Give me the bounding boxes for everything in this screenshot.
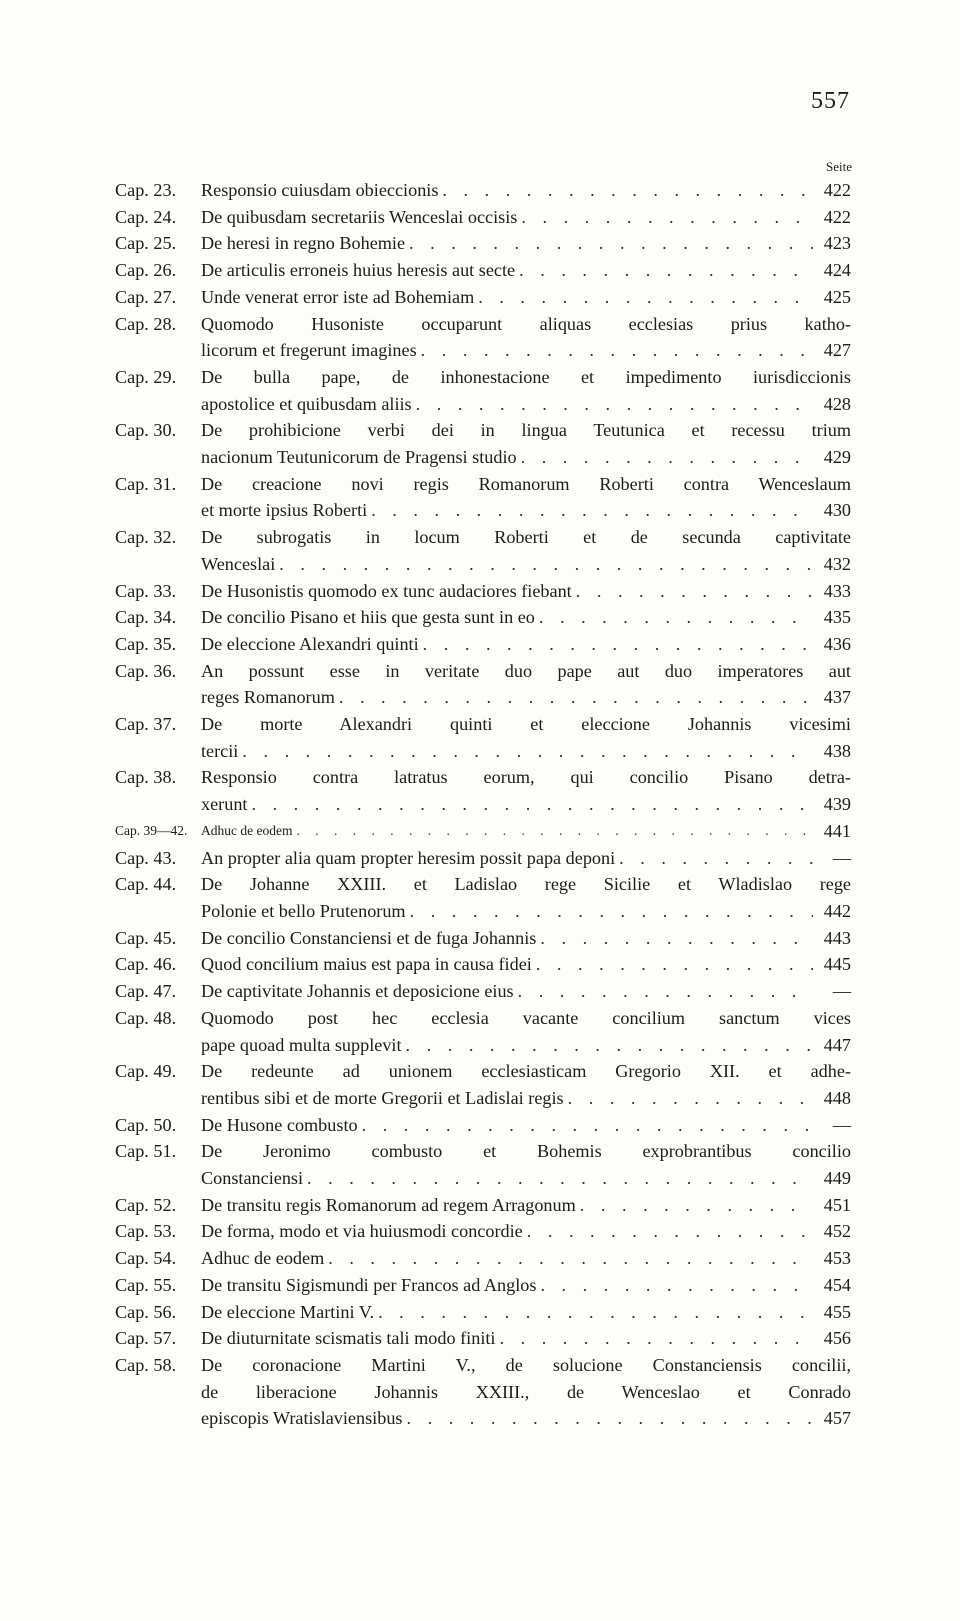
toc-entry [115, 1272, 851, 1299]
page-ref: 422 [823, 180, 851, 200]
chapter-number: Cap. 30. [115, 420, 177, 441]
page-ref: — [832, 1114, 851, 1135]
toc-entry [115, 845, 851, 872]
dot-leader [576, 578, 813, 605]
title-line-last [201, 1245, 851, 1272]
title-line-last [201, 1112, 851, 1139]
title-line-last [201, 978, 851, 1005]
toc-entry [115, 1218, 851, 1245]
page-ref: 455 [823, 1301, 851, 1322]
title-line-last [201, 578, 851, 605]
page-ref: 447 [823, 1034, 851, 1055]
title-text: Wenceslai [201, 553, 276, 574]
title-text: episcopis Wratislaviensibus [201, 1408, 403, 1429]
toc-entry [115, 1138, 851, 1191]
title-line-last [201, 791, 851, 818]
title-line: Quomodo Husoniste occuparunt aliquas ecclesias prius katho- [201, 313, 851, 334]
toc-entry [115, 1192, 851, 1219]
chapter-number: Cap. 55. [115, 1274, 177, 1295]
chapter-title [201, 1138, 851, 1191]
toc-entry [115, 284, 851, 311]
title-line-last [201, 204, 851, 231]
toc-entry [115, 1325, 851, 1352]
toc-entry [115, 204, 851, 231]
table-of-contents [115, 177, 851, 1432]
chapter-title [201, 204, 851, 231]
dot-leader [378, 1299, 813, 1326]
dot-leader [500, 1325, 814, 1352]
title-text: xerunt [201, 794, 248, 815]
chapter-number: Cap. 28. [115, 313, 177, 334]
page-number: 557 [811, 88, 850, 114]
title-line: An possunt esse in veritate duo pape aut duo imperatores aut [201, 660, 851, 681]
title-text: tercii [201, 740, 239, 761]
toc-entry [115, 1058, 851, 1111]
dot-leader [407, 1405, 814, 1432]
title-line-last [201, 1405, 851, 1432]
chapter-title [201, 524, 851, 577]
chapter-title [201, 311, 851, 364]
toc-entry [115, 1112, 851, 1139]
chapter-number: Cap. 37. [115, 714, 177, 735]
dot-leader [423, 631, 813, 658]
dot-leader [406, 1032, 813, 1059]
title-line: De Johanne XXIII. et Ladislao rege Sicilie et Wladislao rege [201, 874, 851, 895]
title-text: licorum et fregerunt imagines [201, 340, 417, 361]
dot-leader [279, 551, 813, 578]
title-text: nacionum Teutunicorum de Pragensi studio [201, 447, 517, 468]
chapter-title [201, 1005, 851, 1058]
chapter-number: Cap. 25. [115, 233, 177, 254]
toc-entry [115, 764, 851, 817]
dot-leader [518, 978, 813, 1005]
title-line-last [201, 818, 851, 845]
chapter-title [201, 1058, 851, 1111]
title-text: De Husonistis quomodo ex tunc audaciores fiebant [201, 580, 572, 601]
chapter-number: Cap. 23. [115, 180, 177, 200]
title-line-last [201, 1165, 851, 1192]
dot-leader [416, 391, 813, 418]
toc-entry [115, 818, 851, 845]
title-text: De captivitate Johannis et deposicione eius [201, 981, 514, 1002]
page-ref: — [832, 847, 851, 868]
title-line: De coronacione Martini V., de solucione Constanciensis concilii, [201, 1354, 851, 1375]
toc-entry [115, 978, 851, 1005]
chapter-number: Cap. 24. [115, 206, 177, 227]
chapter-title [201, 658, 851, 711]
title-text: De heresi in regno Bohemie [201, 233, 406, 254]
chapter-number: Cap. 46. [115, 954, 177, 975]
chapter-title [201, 578, 851, 605]
title-line-last [201, 1272, 851, 1299]
title-text: De transitu regis Romanorum ad regem Arragonum [201, 1194, 576, 1215]
dot-leader [328, 1245, 813, 1272]
title-text: reges Romanorum [201, 687, 335, 708]
chapter-number: Cap. 45. [115, 927, 177, 948]
title-text: De eleccione Alexandri quinti [201, 633, 419, 654]
title-line-last [201, 1218, 851, 1245]
chapter-title [201, 417, 851, 470]
chapter-number: Cap. 34. [115, 607, 177, 628]
title-line-last [201, 391, 851, 418]
page-ref: 425 [823, 286, 851, 307]
dot-leader [339, 684, 813, 711]
title-line: De Jeronimo combusto et Bohemis exprobrantibus concilio [201, 1141, 851, 1162]
page-ref: 457 [823, 1408, 851, 1429]
page-ref: 429 [823, 447, 851, 468]
title-text: Quod concilium maius est papa in causa fidei [201, 954, 532, 975]
page-ref: 454 [823, 1274, 851, 1295]
chapter-number: Cap. 29. [115, 366, 177, 387]
chapter-title [201, 631, 851, 658]
dot-leader [296, 818, 813, 845]
chapter-number: Cap. 36. [115, 660, 177, 681]
page-ref: 449 [823, 1168, 851, 1189]
chapter-number: Cap. 38. [115, 767, 177, 788]
title-line-last [201, 1299, 851, 1326]
title-text: De quibusdam secretariis Wenceslai occisis [201, 206, 518, 227]
title-line-last [201, 604, 851, 631]
chapter-number: Cap. 33. [115, 580, 177, 601]
toc-entry [115, 311, 851, 364]
chapter-title [201, 364, 851, 417]
title-line: Responsio contra latratus eorum, qui concilio Pisano detra- [201, 767, 851, 788]
dot-leader [540, 925, 813, 952]
page-ref: 453 [823, 1248, 851, 1269]
title-line: De bulla pape, de inhonestacione et impedimento iurisdiccionis [201, 366, 851, 387]
dot-leader [371, 497, 813, 524]
dot-leader [442, 177, 813, 204]
title-line-last [201, 444, 851, 471]
chapter-number: Cap. 52. [115, 1194, 177, 1215]
chapter-title [201, 978, 851, 1005]
title-line-last [201, 257, 851, 284]
dot-leader [527, 1218, 813, 1245]
title-text: De transitu Sigismundi per Francos ad Anglos [201, 1274, 537, 1295]
chapter-title [201, 871, 851, 924]
page-ref: 423 [823, 233, 851, 254]
title-line: de liberacione Johannis XXIII., de Wenceslao et Conrado [201, 1381, 851, 1402]
page-ref: 428 [823, 393, 851, 414]
dot-leader [521, 204, 813, 231]
toc-entry [115, 524, 851, 577]
toc-entry [115, 711, 851, 764]
title-text: rentibus sibi et de morte Gregorii et Ladislai regis [201, 1087, 564, 1108]
chapter-title [201, 1112, 851, 1139]
title-line: De creacione novi regis Romanorum Roberti contra Wenceslaum [201, 473, 851, 494]
chapter-title [201, 1245, 851, 1272]
title-text: pape quoad multa supplevit [201, 1034, 402, 1055]
dot-leader [536, 951, 813, 978]
toc-entry [115, 925, 851, 952]
toc-entry [115, 230, 851, 257]
title-text: De Husone combusto [201, 1114, 358, 1135]
title-line-last [201, 951, 851, 978]
page-ref: 438 [823, 740, 851, 761]
page-ref: 422 [823, 206, 851, 227]
dot-leader [251, 791, 813, 818]
dot-leader [362, 1112, 813, 1139]
toc-entry [115, 658, 851, 711]
chapter-title [201, 818, 851, 845]
chapter-number: Cap. 44. [115, 874, 177, 895]
dot-leader [242, 738, 813, 765]
page-ref: — [832, 981, 851, 1002]
title-text: et morte ipsius Roberti [201, 500, 368, 521]
dot-leader [409, 230, 813, 257]
chapter-number: Cap. 54. [115, 1248, 177, 1269]
title-line-last [201, 1085, 851, 1112]
chapter-title [201, 284, 851, 311]
toc-entry [115, 471, 851, 524]
title-line-last [201, 925, 851, 952]
title-line-last [201, 738, 851, 765]
title-line-last [201, 1032, 851, 1059]
title-line-last [201, 177, 851, 204]
chapter-number: Cap. 26. [115, 260, 177, 281]
dot-leader [619, 845, 813, 872]
title-text: De eleccione Martini V. [201, 1301, 375, 1322]
title-line-last [201, 284, 851, 311]
page-ref: 439 [823, 794, 851, 815]
page-ref: 443 [823, 927, 851, 948]
chapter-number: Cap. 48. [115, 1007, 177, 1028]
page-ref: 435 [823, 607, 851, 628]
chapter-number: Cap. 53. [115, 1221, 177, 1242]
chapter-title [201, 1325, 851, 1352]
title-text: De concilio Pisano et hiis que gesta sunt in eo [201, 607, 535, 628]
title-line-last [201, 551, 851, 578]
title-line-last [201, 497, 851, 524]
toc-entry [115, 417, 851, 470]
title-text: Adhuc de eodem [201, 1248, 325, 1269]
title-text: Constanciensi [201, 1168, 304, 1189]
title-text: Responsio cuiusdam obieccionis [201, 180, 439, 200]
dot-leader [539, 604, 813, 631]
toc-entry [115, 364, 851, 417]
toc-entry [115, 871, 851, 924]
chapter-title [201, 711, 851, 764]
page-ref: 433 [823, 580, 851, 601]
chapter-title [201, 764, 851, 817]
toc-entry [115, 1005, 851, 1058]
toc-entry [115, 257, 851, 284]
dot-leader [307, 1165, 813, 1192]
toc-entry [115, 604, 851, 631]
dot-leader [410, 898, 813, 925]
page-ref: 441 [823, 820, 851, 841]
chapter-number: Cap. 39—42. [115, 822, 188, 838]
dot-leader [540, 1272, 813, 1299]
chapter-title [201, 951, 851, 978]
title-text: De diuturnitate scismatis tali modo finiti [201, 1328, 496, 1349]
title-line: De morte Alexandri quinti et eleccione Johannis vicesimi [201, 714, 851, 735]
title-text: Unde venerat error iste ad Bohemiam [201, 286, 475, 307]
toc-entry [115, 177, 851, 204]
page-ref: 452 [823, 1221, 851, 1242]
chapter-number: Cap. 56. [115, 1301, 177, 1322]
title-line-last [201, 1192, 851, 1219]
chapter-title [201, 257, 851, 284]
page-ref: 430 [823, 500, 851, 521]
chapter-number: Cap. 58. [115, 1354, 177, 1375]
toc-entry [115, 1245, 851, 1272]
page-ref: 448 [823, 1087, 851, 1108]
title-line: Quomodo post hec ecclesia vacante concilium sanctum vices [201, 1007, 851, 1028]
title-text: apostolice et quibusdam aliis [201, 393, 412, 414]
dot-leader [568, 1085, 813, 1112]
page-ref: 432 [823, 553, 851, 574]
dot-leader [521, 444, 813, 471]
dot-leader [580, 1192, 813, 1219]
chapter-number: Cap. 47. [115, 981, 177, 1002]
chapter-title [201, 845, 851, 872]
title-line-last [201, 845, 851, 872]
title-text: De forma, modo et via huiusmodi concordie [201, 1221, 523, 1242]
page-ref: 424 [823, 260, 851, 281]
chapter-number: Cap. 27. [115, 286, 177, 307]
chapter-title [201, 1352, 851, 1432]
title-line: De subrogatis in locum Roberti et de secunda captivitate [201, 527, 851, 548]
chapter-title [201, 1272, 851, 1299]
chapter-title [201, 230, 851, 257]
page-ref: 436 [823, 633, 851, 654]
chapter-title [201, 1192, 851, 1219]
chapter-number: Cap. 51. [115, 1141, 177, 1162]
chapter-number: Cap. 49. [115, 1061, 177, 1082]
chapter-number: Cap. 57. [115, 1328, 177, 1349]
page-ref: 451 [823, 1194, 851, 1215]
toc-entry [115, 631, 851, 658]
chapter-number: Cap. 31. [115, 473, 177, 494]
page-ref: 437 [823, 687, 851, 708]
title-line-last [201, 337, 851, 364]
chapter-number: Cap. 50. [115, 1114, 177, 1135]
page-ref: 442 [823, 900, 851, 921]
title-text: De concilio Constanciensi et de fuga Johannis [201, 927, 537, 948]
dot-leader [478, 284, 813, 311]
chapter-number: Cap. 43. [115, 847, 177, 868]
title-line-last [201, 1325, 851, 1352]
chapter-title [201, 177, 851, 204]
chapter-title [201, 1218, 851, 1245]
page-ref: 445 [823, 954, 851, 975]
title-text: An propter alia quam propter heresim possit papa deponi [201, 847, 616, 868]
page-ref: 427 [823, 340, 851, 361]
chapter-number: Cap. 32. [115, 527, 177, 548]
title-text: Adhuc de eodem [201, 822, 293, 838]
title-line: De prohibicione verbi dei in lingua Teutunica et recessu trium [201, 420, 851, 441]
toc-entry [115, 951, 851, 978]
chapter-title [201, 925, 851, 952]
chapter-title [201, 1299, 851, 1326]
title-text: Polonie et bello Prutenorum [201, 900, 406, 921]
title-line-last [201, 684, 851, 711]
title-line-last [201, 631, 851, 658]
toc-entry [115, 1299, 851, 1326]
dot-leader [421, 337, 813, 364]
page-ref: 456 [823, 1328, 851, 1349]
column-heading: Seite [826, 159, 852, 174]
chapter-number: Cap. 35. [115, 633, 177, 654]
toc-entry [115, 578, 851, 605]
chapter-title [201, 471, 851, 524]
toc-entry [115, 1352, 851, 1432]
dot-leader [519, 257, 813, 284]
chapter-title [201, 604, 851, 631]
title-line-last [201, 898, 851, 925]
title-line-last [201, 230, 851, 257]
title-line: De redeunte ad unionem ecclesiasticam Gregorio XII. et adhe- [201, 1061, 851, 1082]
title-text: De articulis erroneis huius heresis aut secte [201, 260, 516, 281]
